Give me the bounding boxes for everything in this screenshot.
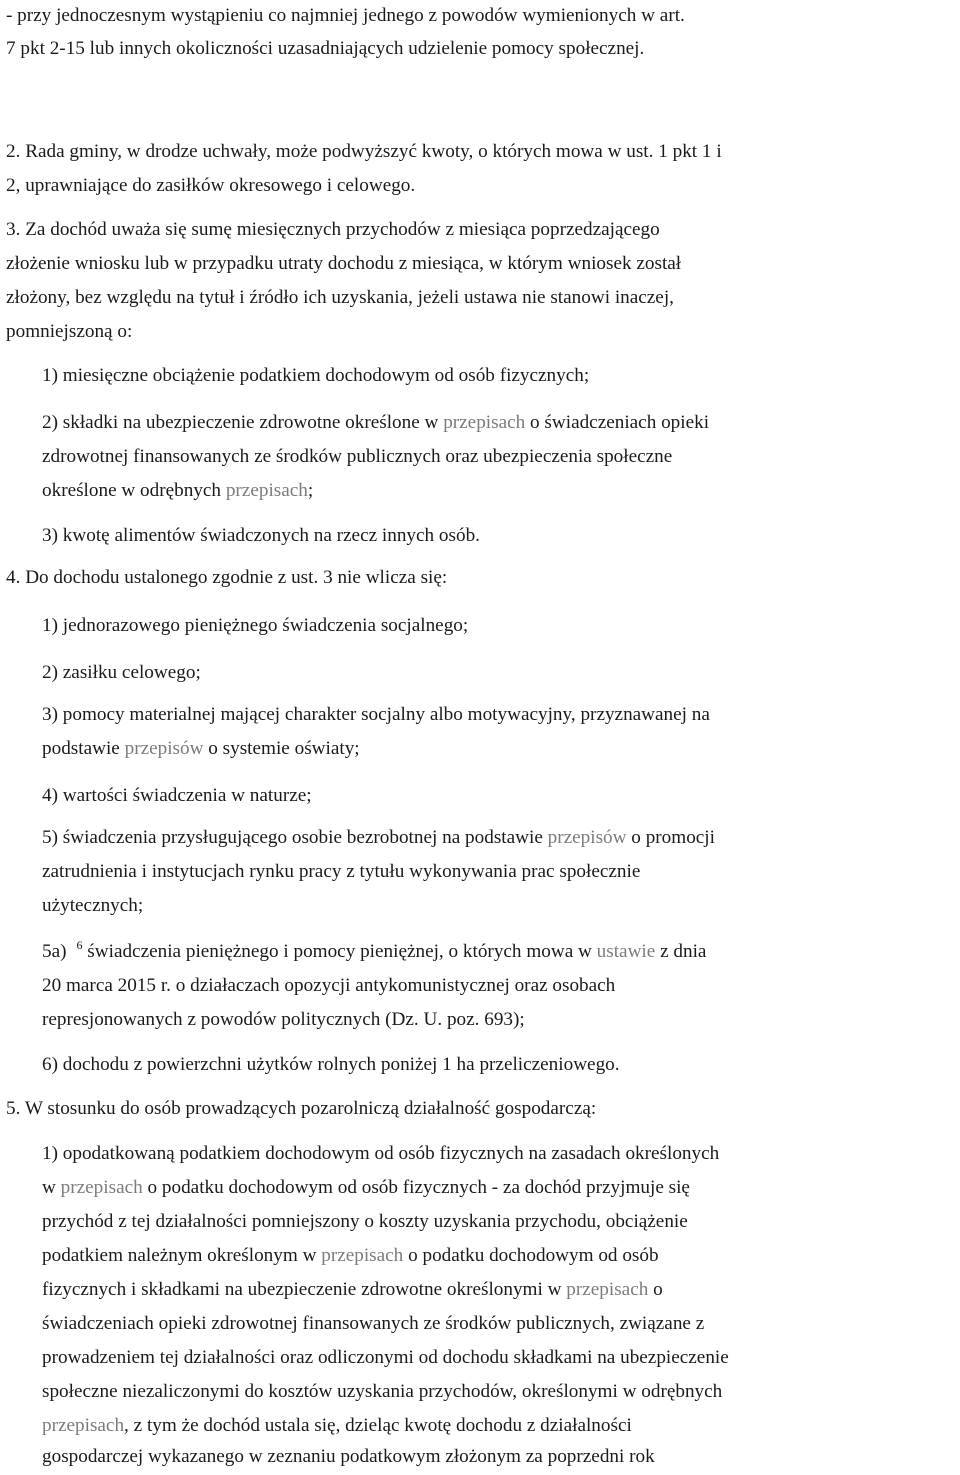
list-item: 1) jednorazowego pieniężnego świadczenia socjalnego; — [42, 615, 469, 636]
text-line: 20 marca 2015 r. o działaczach opozycji antykomunistycznej oraz osobach — [42, 975, 616, 996]
przepisach-link[interactable]: przepisach — [225, 480, 308, 501]
text-line: społeczne niezaliczonymi do kosztów uzyskania przychodów, określonymi w odrębnych — [42, 1381, 723, 1402]
text-line: złożenie wniosku lub w przypadku utraty dochodu z miesiąca, w którym wniosek został — [6, 253, 682, 274]
line-text: ; — [307, 480, 314, 501]
text-line — [42, 1274, 663, 1306]
text-line: 2, uprawniające do zasiłków okresowego i celowego. — [6, 175, 416, 196]
list-item: 4) wartości świadczenia w naturze; — [42, 785, 312, 806]
line-text: 5) świadczenia przysługującego osobie bezrobotnej na podstawie — [42, 827, 548, 848]
list-item: 1) miesięczne obciążenie podatkiem dochodowym od osób fizycznych; — [42, 365, 590, 386]
przepisach-link[interactable]: przepisach — [566, 1279, 649, 1300]
line-text: podatkiem należnym określonym w — [42, 1245, 322, 1266]
list-item — [42, 936, 706, 968]
list-item: 1) opodatkowaną podatkiem dochodowym od osób fizycznych na zasadach określonych — [42, 1143, 720, 1164]
text-line: świadczeniach opieki zdrowotnej finansowanych ze środków publicznych, związane z — [42, 1313, 705, 1334]
text-line: zdrowotnej finansowanych ze środków publicznych oraz ubezpieczenia społeczne — [42, 446, 673, 467]
text-line: 5. W stosunku do osób prowadzących pozarolniczą działalność gospodarczą: — [6, 1098, 597, 1119]
text-line: 2. Rada gminy, w drodze uchwały, może podwyższyć kwoty, o których mowa w ust. 1 pkt 1 i — [6, 141, 722, 162]
line-text: fizycznych i składkami na ubezpieczenie zdrowotne określonymi w — [42, 1279, 567, 1300]
list-item — [42, 407, 709, 439]
text-line: 3. Za dochód uważa się sumę miesięcznych przychodów z miesiąca poprzedzającego — [6, 219, 660, 240]
text-line — [42, 475, 313, 507]
line-text: w — [42, 1177, 61, 1198]
text-line — [42, 1410, 632, 1442]
przepisach-link[interactable]: przepisach — [60, 1177, 143, 1198]
text-line: użytecznych; — [42, 895, 144, 916]
line-text: podstawie — [42, 738, 125, 759]
footnote-ref[interactable]: 6 — [76, 938, 83, 952]
text-line: pomniejszoną o: — [6, 321, 133, 342]
line-text: o podatku dochodowym od osób fizycznych - za dochód przyjmuje się — [142, 1177, 690, 1198]
text-line — [42, 1240, 659, 1272]
line-text: 2) składki na ubezpieczenie zdrowotne określone w — [42, 412, 444, 433]
text-line — [42, 1172, 690, 1204]
line-text: z dnia — [655, 941, 707, 962]
text-line: prowadzeniem tej działalności oraz odliczonymi od dochodu składkami na ubezpieczenie — [42, 1347, 729, 1368]
line-text: o promocji — [626, 827, 715, 848]
text-line: 4. Do dochodu ustalonego zgodnie z ust. 3 nie wlicza się: — [6, 567, 448, 588]
list-item: 6) dochodu z powierzchni użytków rolnych poniżej 1 ha przeliczeniowego. — [42, 1054, 620, 1075]
line-text: świadczenia pieniężnego i pomocy pieniężnej, o których mowa w — [82, 941, 597, 962]
text-line: represjonowanych z powodów politycznych (Dz. U. poz. 693); — [42, 1009, 525, 1030]
przepisach-link[interactable]: przepisach — [321, 1245, 404, 1266]
text-line: gospodarczej wykazanego w zeznaniu podatkowym złożonym za poprzedni rok — [42, 1446, 655, 1467]
text-line: - przy jednoczesnym wystąpieniu co najmniej jednego z powodów wymienionych w art. — [6, 5, 685, 26]
text-line: 7 pkt 2-15 lub innych okoliczności uzasadniających udzielenie pomocy społecznej. — [6, 38, 645, 59]
przepisach-link[interactable]: przepisach — [42, 1415, 125, 1436]
line-text: 5a) — [42, 941, 67, 962]
przepisach-link[interactable]: przepisach — [443, 412, 526, 433]
line-text: określone w odrębnych — [42, 480, 226, 501]
text-line — [42, 733, 360, 765]
line-text: o — [648, 1279, 663, 1300]
line-text: o świadczeniach opieki — [525, 412, 710, 433]
text-line: zatrudnienia i instytucjach rynku pracy z tytułu wykonywania prac społecznie — [42, 861, 641, 882]
przepisow-link[interactable]: przepisów — [124, 738, 204, 759]
line-text: o systemie oświaty; — [203, 738, 360, 759]
list-item: 3) pomocy materialnej mającej charakter socjalny albo motywacyjny, przyznawanej na — [42, 704, 710, 725]
list-item: 3) kwotę alimentów świadczonych na rzecz innych osób. — [42, 525, 480, 546]
list-item — [42, 822, 715, 854]
przepisow-link[interactable]: przepisów — [547, 827, 627, 848]
text-line: przychód z tej działalności pomniejszony o koszty uzyskania przychodu, obciążenie — [42, 1211, 688, 1232]
list-item: 2) zasiłku celowego; — [42, 662, 201, 683]
line-text: o podatku dochodowym od osób — [403, 1245, 659, 1266]
line-text: , z tym że dochód ustala się, dzieląc kwotę dochodu z działalności — [124, 1415, 632, 1436]
ustawie-link[interactable]: ustawie — [596, 941, 656, 962]
text-line: złożony, bez względu na tytuł i źródło ich uzyskania, jeżeli ustawa nie stanowi inaczej, — [6, 287, 674, 308]
